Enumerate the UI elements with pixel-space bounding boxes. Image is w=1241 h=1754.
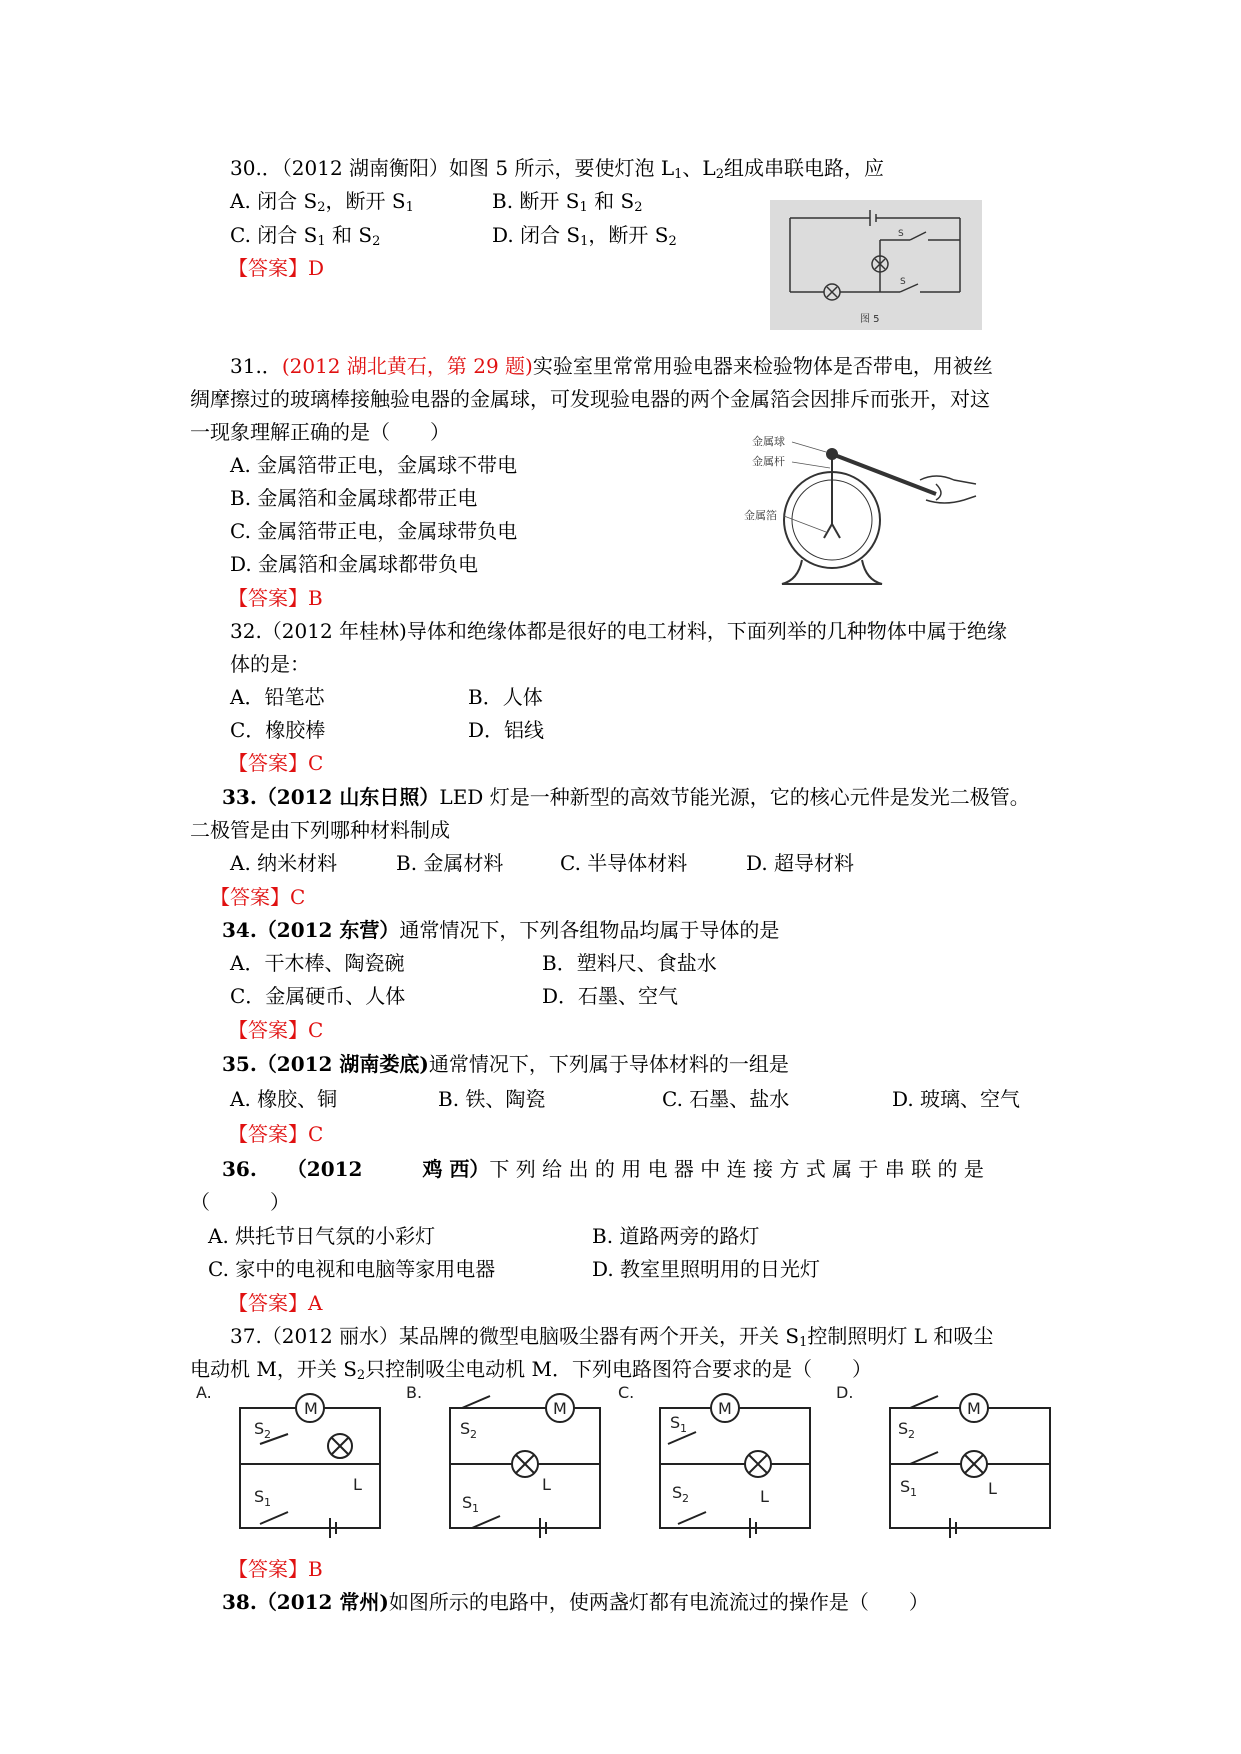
q34-option-a: A．干木棒、陶瓷碗 bbox=[230, 951, 405, 975]
svg-text:1: 1 bbox=[680, 1422, 687, 1435]
q32-option-b: B．人体 bbox=[468, 685, 543, 709]
q31-option-d: D. 金属箔和金属球都带负电 bbox=[230, 552, 479, 576]
q37-label-b: B. bbox=[406, 1384, 423, 1402]
q31-electroscope-figure bbox=[740, 428, 990, 588]
q37-circuit-c bbox=[660, 1394, 810, 1538]
q30-fig-s1-label: S bbox=[898, 229, 904, 239]
q32-option-c: C．橡胶棒 bbox=[230, 718, 326, 742]
svg-text:S: S bbox=[898, 1419, 909, 1438]
q33-option-b: B. 金属材料 bbox=[396, 851, 504, 875]
q30-answer: 【答案】D bbox=[228, 256, 325, 280]
q36-option-b: B. 道路两旁的路灯 bbox=[592, 1224, 760, 1248]
q30-fig-s2-label: S bbox=[900, 277, 906, 287]
q31-fig-rod-label: 金属杆 bbox=[752, 455, 785, 468]
q34-line1: 34.（2012 东营）通常情况下，下列各组物品均属于导体的是 bbox=[222, 918, 780, 942]
q34-answer: 【答案】C bbox=[228, 1018, 324, 1042]
q36-option-d: D. 教室里照明用的日光灯 bbox=[592, 1257, 821, 1281]
q30-option-c: C. 闭合 $S_1$ 和 $S_2$ bbox=[230, 223, 381, 249]
q30-fig-caption: 图 5 bbox=[860, 314, 880, 325]
svg-text:1: 1 bbox=[264, 1496, 271, 1509]
q30-option-b: B. 断开 $S_1$ 和 $S_2$ bbox=[492, 189, 643, 215]
q34-option-b: B．塑料尺、食盐水 bbox=[542, 951, 717, 975]
q32-option-d: D．铝线 bbox=[468, 718, 545, 742]
q33-option-d: D. 超导材料 bbox=[746, 851, 855, 875]
q34-option-d: D．石墨、空气 bbox=[542, 984, 679, 1008]
q37-label-a: A. bbox=[196, 1384, 212, 1402]
svg-text:S: S bbox=[462, 1493, 473, 1512]
svg-text:M: M bbox=[718, 1399, 732, 1418]
q36-line2: （ ） bbox=[190, 1190, 290, 1214]
q32-line1: 32.（2012 年桂林)导体和绝缘体都是很好的电工材料，下面列举的几种物体中属于绝缘 bbox=[230, 619, 1007, 643]
q33-option-a: A. 纳米材料 bbox=[230, 851, 338, 875]
q36-line1: 36. （2012 鸡 西）下 列 给 出 的 用 电 器 中 连 接 方 式 属 于 串 联 的 是 bbox=[222, 1157, 984, 1181]
svg-text:2: 2 bbox=[264, 1428, 271, 1441]
q30-option-d: D. 闭合 $S_1$，断开 $S_2$ bbox=[492, 223, 677, 249]
q32-line2: 体的是： bbox=[230, 652, 310, 676]
svg-text:2: 2 bbox=[908, 1428, 915, 1441]
q35-line1: 35.（2012 湖南娄底)通常情况下，下列属于导体材料的一组是 bbox=[222, 1052, 789, 1076]
q31-fig-foil-label: 金属箔 bbox=[744, 509, 777, 522]
q30-option-a: A. 闭合 $S_2$，断开 $S_1$ bbox=[230, 189, 414, 215]
q35-option-d: D. 玻璃、空气 bbox=[892, 1087, 1021, 1111]
svg-text:2: 2 bbox=[470, 1428, 477, 1441]
svg-text:1: 1 bbox=[910, 1486, 917, 1499]
q37-line2: 电动机 M，开关 $S_2$只控制吸尘电动机 M．下列电路图符合要求的是（ ） bbox=[190, 1357, 873, 1383]
q37-circuit-diagrams bbox=[190, 1384, 1090, 1564]
svg-text:S: S bbox=[254, 1487, 265, 1506]
q35-option-c: C. 石墨、盐水 bbox=[662, 1087, 790, 1111]
svg-text:M: M bbox=[553, 1399, 567, 1418]
q34-option-c: C．金属硬币、人体 bbox=[230, 984, 406, 1008]
q31-line3: 一现象理解正确的是（ ） bbox=[190, 420, 450, 444]
svg-text:S: S bbox=[672, 1483, 683, 1502]
q31-line1: 31.．(2012 湖北黄石，第 29 题)实验室里常常用验电器来检验物体是否带电，用被丝 bbox=[230, 354, 993, 378]
q31-fig-ball-label: 金属球 bbox=[752, 435, 785, 448]
svg-text:S: S bbox=[670, 1413, 681, 1432]
q32-option-a: A．铅笔芯 bbox=[230, 685, 325, 709]
q31-option-a: A. 金属箔带正电，金属球不带电 bbox=[230, 453, 518, 477]
svg-text:L: L bbox=[760, 1487, 769, 1506]
q35-answer: 【答案】C bbox=[228, 1122, 324, 1146]
q31-option-b: B. 金属箔和金属球都带正电 bbox=[230, 486, 478, 510]
svg-text:M: M bbox=[967, 1399, 981, 1418]
q36-answer: 【答案】A bbox=[228, 1291, 323, 1315]
svg-text:L: L bbox=[353, 1475, 362, 1494]
svg-text:1: 1 bbox=[472, 1502, 479, 1515]
q33-line1: 33.（2012 山东日照）LED 灯是一种新型的高效节能光源，它的核心元件是发光二极管。 bbox=[222, 785, 1030, 809]
q31-option-c: C. 金属箔带正电，金属球带负电 bbox=[230, 519, 518, 543]
q31-answer: 【答案】B bbox=[228, 586, 323, 610]
svg-text:L: L bbox=[542, 1475, 551, 1494]
svg-text:L: L bbox=[988, 1479, 997, 1498]
q35-option-a: A. 橡胶、铜 bbox=[230, 1087, 338, 1111]
q37-label-c: C. bbox=[618, 1384, 635, 1402]
q30-stem: 30.．（2012 湖南衡阳）如图 5 所示，要使灯泡 $L_1$、$L_2$组成串联电路，应 bbox=[230, 156, 884, 182]
q33-line2: 二极管是由下列哪种材料制成 bbox=[190, 818, 450, 842]
svg-text:2: 2 bbox=[682, 1492, 689, 1505]
q36-option-c: C. 家中的电视和电脑等家用电器 bbox=[208, 1257, 496, 1281]
q33-option-c: C. 半导体材料 bbox=[560, 851, 688, 875]
q31-source: (2012 湖北黄石，第 29 题) bbox=[281, 354, 533, 378]
q37-answer: 【答案】B bbox=[228, 1557, 323, 1581]
q36-option-a: A. 烘托节日气氛的小彩灯 bbox=[208, 1224, 436, 1248]
q37-line1: 37.（2012 丽水）某品牌的微型电脑吸尘器有两个开关，开关 $S_1$控制照明灯 L 和吸尘 bbox=[230, 1324, 994, 1350]
svg-text:S: S bbox=[460, 1419, 471, 1438]
svg-text:S: S bbox=[900, 1477, 911, 1496]
q32-answer: 【答案】C bbox=[228, 751, 324, 775]
svg-text:S: S bbox=[254, 1419, 265, 1438]
q37-circuit-b bbox=[450, 1394, 600, 1538]
q38-line1: 38.（2012 常州)如图所示的电路中，使两盏灯都有电流流过的操作是（ ） bbox=[222, 1590, 929, 1614]
q30-circuit-figure bbox=[770, 200, 982, 330]
q31-line2: 绸摩擦过的玻璃棒接触验电器的金属球，可发现验电器的两个金属箔会因排斥而张开，对这 bbox=[190, 387, 990, 411]
svg-text:M: M bbox=[304, 1399, 318, 1418]
q35-option-b: B. 铁、陶瓷 bbox=[438, 1087, 546, 1111]
q37-label-d: D. bbox=[836, 1384, 854, 1402]
q33-answer: 【答案】C bbox=[210, 885, 306, 909]
